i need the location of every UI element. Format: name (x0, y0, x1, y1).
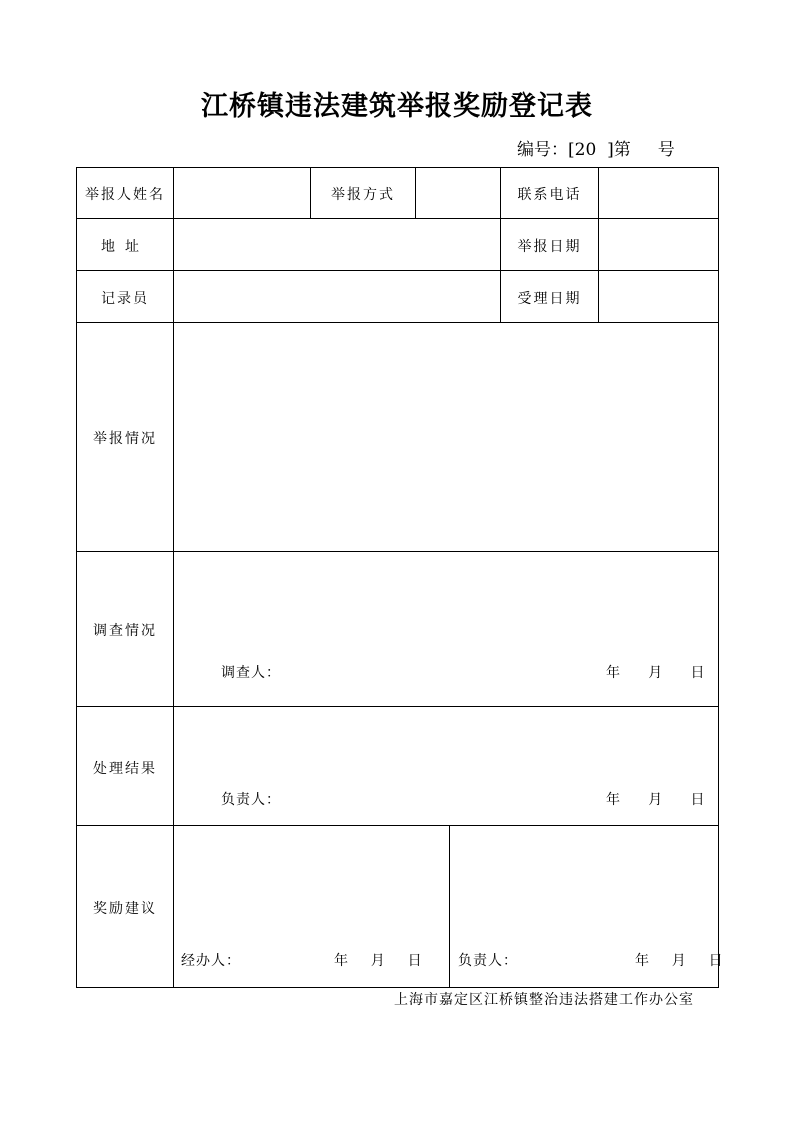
reporter-name-label: 举报人姓名 (85, 187, 165, 203)
reward-responsible-date: 年 月 日 (635, 953, 724, 969)
report-method-field[interactable] (416, 168, 500, 218)
investigation-date: 年 月 日 (606, 665, 706, 681)
responsible-signature-label: 负责人： (221, 792, 281, 808)
accept-date-label: 受理日期 (517, 291, 582, 307)
reward-label: 奖励建议 (93, 901, 157, 917)
address-label: 地址 (101, 239, 149, 255)
recorder-field[interactable] (174, 271, 500, 322)
report-date-field[interactable] (599, 219, 718, 270)
recorder-label: 记录员 (101, 291, 149, 307)
address-field[interactable] (174, 219, 500, 270)
serial-number: 编号：[20 ]第 号 (517, 140, 675, 160)
contact-phone-field[interactable] (599, 168, 718, 218)
report-details-field[interactable] (174, 323, 718, 551)
reward-responsible-signature-label: 负责人： (458, 953, 518, 969)
result-date: 年 月 日 (606, 792, 706, 808)
investigation-label: 调查情况 (93, 623, 157, 639)
accept-date-field[interactable] (599, 271, 718, 322)
issuing-office: 上海市嘉定区江桥镇整治违法搭建工作办公室 (394, 992, 694, 1008)
handler-signature-label: 经办人： (181, 953, 241, 969)
form-title: 江桥镇违法建筑举报奖励登记表 (201, 91, 593, 122)
handler-date: 年 月 日 (334, 953, 423, 969)
report-details-label: 举报情况 (93, 431, 157, 447)
report-date-label: 举报日期 (517, 239, 582, 255)
contact-phone-label: 联系电话 (517, 187, 582, 203)
report-method-label: 举报方式 (331, 187, 395, 203)
result-label: 处理结果 (93, 761, 157, 777)
reporter-name-field[interactable] (174, 168, 310, 218)
investigation-field[interactable] (174, 552, 718, 706)
investigator-signature-label: 调查人： (221, 665, 281, 681)
